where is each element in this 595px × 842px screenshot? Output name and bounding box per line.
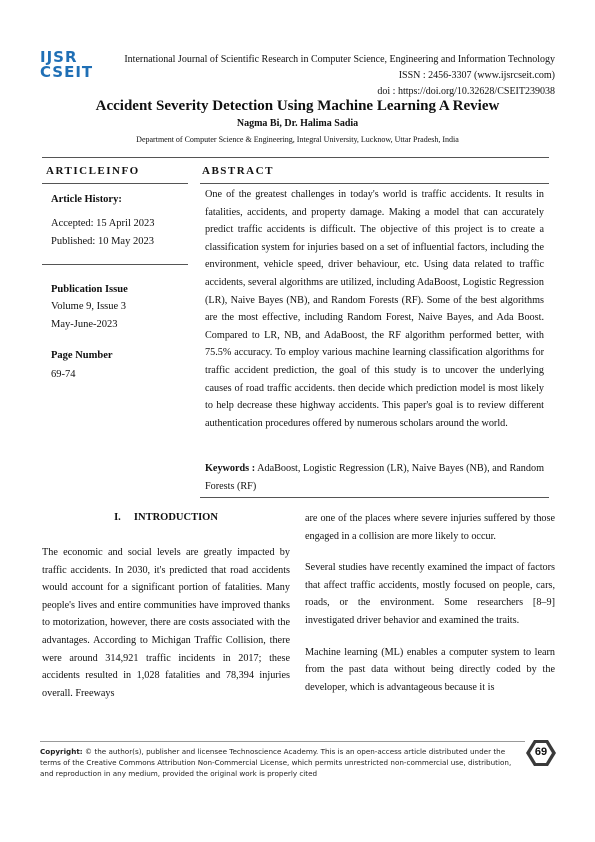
keywords: [205, 460, 544, 495]
journal-name: International Journal of Scientific Research in Computer Science, Engineering and Information Technology: [124, 54, 555, 65]
abstract-rule-top: [200, 183, 549, 184]
page-number-badge: [526, 740, 556, 766]
accepted-date: Accepted: 15 April 2023: [51, 218, 155, 229]
info-rule-1: [42, 183, 188, 184]
left-column: [42, 544, 290, 716]
copyright-notice: [40, 746, 520, 779]
journal-doi: doi : https://doi.org/10.32628/CSEIT239038: [377, 86, 555, 97]
intro-paragraph-3: Several studies have recently examined the impact of factors that affect traffic accidents, mostly focused on people, cars, roads, or the environment. Some researchers [8–9] investigated driver behavior and examined the traits.: [305, 562, 555, 626]
page-range: 69-74: [51, 369, 76, 380]
abstract-rule-bottom: [200, 497, 549, 498]
article-info-heading: ARTICLEINFO: [46, 165, 140, 177]
journal-header: [95, 52, 555, 100]
page-number: 69: [534, 746, 548, 758]
info-rule-2: [42, 264, 188, 265]
published-date: Published: 10 May 2023: [51, 236, 154, 247]
right-column: [305, 510, 555, 710]
keywords-text: AdaBoost, Logistic Regression (LR), Naive Bayes (NB), and Random Forests (RF): [205, 463, 544, 492]
page-number-label: Page Number: [51, 350, 113, 361]
intro-paragraph-2: are one of the places where severe injuries suffered by those engaged in a collision are more likely to occur.: [305, 513, 555, 542]
journal-issn: ISSN : 2456-3307 (www.ijsrcseit.com): [398, 70, 555, 81]
introduction-heading: I. INTRODUCTION: [114, 512, 218, 523]
logo-text-bottom: CSEIT: [40, 63, 94, 81]
article-history-label: Article History:: [51, 194, 122, 205]
intro-paragraph-4: Machine learning (ML) enables a computer system to learn from the past data without being directly coded by the developer, which is advantageous because it is: [305, 646, 555, 693]
abstract-heading: ABSTRACT: [202, 165, 274, 177]
footer-rule: [40, 741, 525, 742]
keywords-label: Keywords :: [205, 463, 256, 474]
paper-title: Accident Severity Detection Using Machine Learning A Review: [95, 98, 500, 114]
publication-issue-label: Publication Issue: [51, 284, 128, 295]
journal-logo: [40, 48, 102, 84]
abstract-text: One of the greatest challenges in today's world is traffic accidents. It results in fatalities, accidents, and property damage. Making a model that can accurately predict traffic accidents is difficult. The objective of this project is to create a classification system for injuries based on a set of influential factors, including the environment, vehicle speed, driver behaviour, etc. Using data related to traffic accidents, several algorithms are utilized, including AdaBoost, Logistic Regression (LR), Naive Bayes (NB), and Random Forests (RF). Some of the best algorithms are the most effective, including Random Forest, Naive Bayes, and Ada Boost. Compared to LR, NB, and AdaBoost, the RF algorithm performed better, with 75.5% accuracy. To employ various machine learning classification algorithms for traffic accident prediction, the goal of this study is to uncover the underlying causes of road traffic accidents. then decide which prediction model is most likely to help decrease these highway accidents. This paper's goal is to review different authentication procedures offered by numerous scholars around the world.: [205, 189, 544, 429]
copyright-text: © the author(s), publisher and licensee Technoscience Academy. This is an open-access article distributed under the terms of the Creative Commons Attribution Non-Commercial License, which permits unrestricted non-commercial use, distribution, and reproduction in any medium, provided the original work is properly cited: [40, 747, 512, 778]
copyright-label: Copyright:: [40, 747, 83, 756]
issue-months: May-June-2023: [51, 319, 118, 330]
paper-authors: Nagma Bi, Dr. Halima Sadia: [236, 118, 359, 129]
top-rule: [42, 157, 549, 158]
paper-affiliation: Department of Computer Science & Engineering, Integral University, Lucknow, Uttar Pradesh, India: [136, 135, 459, 144]
intro-paragraph-1: The economic and social levels are greatly impacted by traffic accidents. In 2030, it's predicted that road accidents would account for a significant portion of fatalities. Many people's lives and entire communities have improved thanks to motorization, however, there are costs associated with the advantages. According to Michigan Traffic Collision, there were around 314,921 traffic incidents in 2017; these accidents resulted in 1,028 fatalities and 78,394 injuries overall. Freeways: [42, 547, 290, 699]
logo-text-top: IJSR: [40, 48, 78, 66]
volume-issue: Volume 9, Issue 3: [51, 301, 127, 312]
